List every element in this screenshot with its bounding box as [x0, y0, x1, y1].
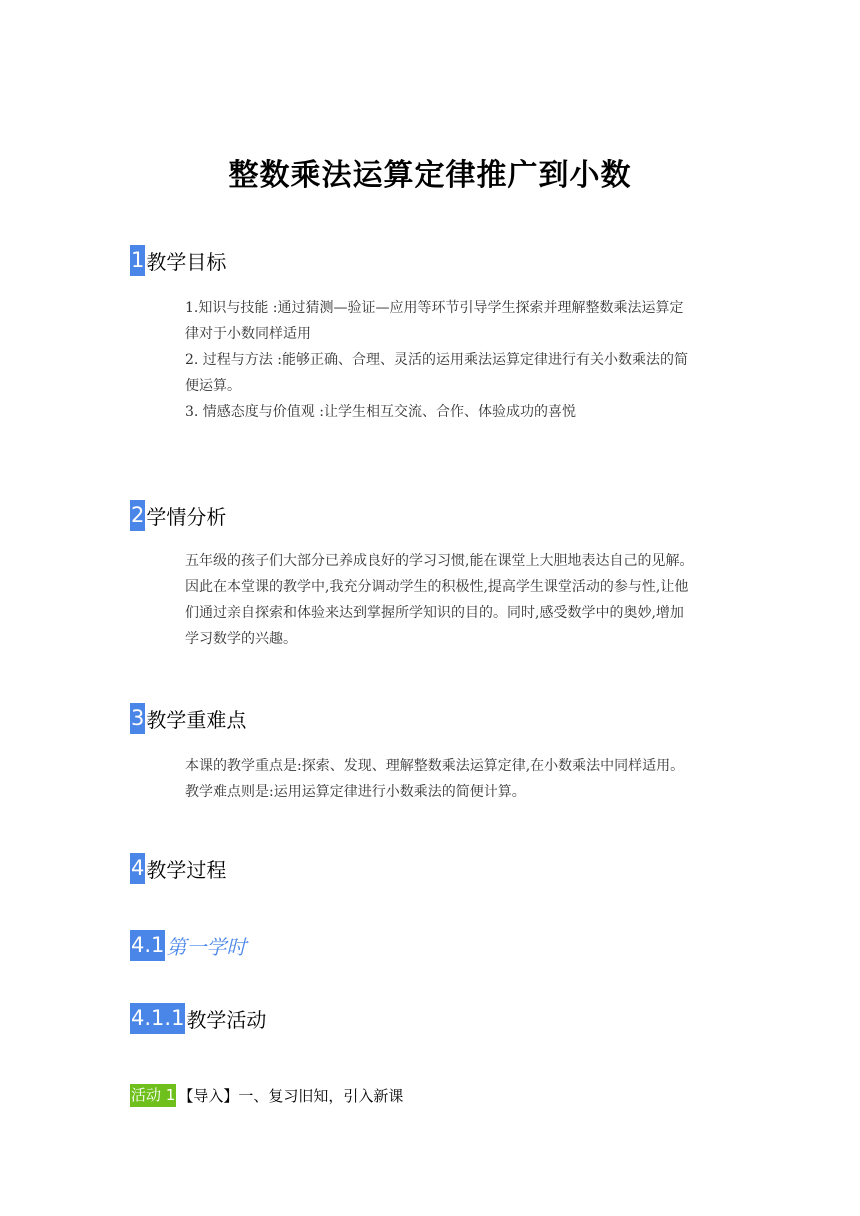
paragraph-line: 五年级的孩子们大部分已养成良好的学习习惯,能在课堂上大胆地表达自己的见解。 [185, 553, 694, 569]
section-heading-objectives [130, 245, 226, 276]
subsubsection-heading [130, 1003, 266, 1034]
subsubsection-number: 4.1.1 [130, 1003, 185, 1034]
section-number: 3 [130, 703, 145, 734]
subsection-heading [130, 930, 246, 961]
paragraph-line: 本课的教学重点是:探索、发现、理解整数乘法运算定律,在小数乘法中同样适用。 [185, 758, 685, 774]
paragraph-line: 律对于小数同样适用 [185, 326, 311, 342]
activity-line [130, 1084, 403, 1107]
section-title: 教学重难点 [146, 708, 247, 732]
subsection-title: 第一学时 [166, 935, 247, 959]
subsection-number: 4.1 [130, 930, 165, 961]
paragraph-line: 因此在本堂课的教学中,我充分调动学生的积极性,提高学生课堂活动的参与性,让他 [185, 579, 689, 595]
section-number: 1 [130, 245, 145, 276]
page-title: 整数乘法运算定律推广到小数 [228, 158, 632, 193]
paragraph-line: 教学难点则是:运用运算定律进行小数乘法的简便计算。 [185, 784, 526, 800]
section-title: 学情分析 [146, 505, 227, 529]
subsubsection-title: 教学活动 [186, 1008, 267, 1032]
section-title: 教学目标 [146, 250, 227, 274]
section-body-key-points [185, 753, 735, 805]
section-heading-process [130, 853, 226, 884]
paragraph-line: 1.知识与技能 :通过猜测—验证—应用等环节引导学生探索并理解整数乘法运算定 [185, 300, 684, 316]
section-heading-key-points [130, 703, 246, 734]
paragraph-line: 便运算。 [185, 378, 241, 394]
paragraph-line: 3. 情感态度与价值观 :让学生相互交流、合作、体验成功的喜悦 [185, 404, 576, 420]
section-number: 2 [130, 500, 145, 531]
activity-text: 【导入】一、复习旧知，引入新课 [178, 1087, 404, 1105]
section-number: 4 [130, 853, 145, 884]
section-heading-analysis [130, 500, 226, 531]
section-body-objectives [185, 295, 735, 425]
section-title: 教学过程 [146, 858, 227, 882]
paragraph-line: 们通过亲自探索和体验来达到掌握所学知识的目的。同时,感受数学中的奥妙,增加 [185, 605, 684, 621]
activity-badge: 活动 1 [130, 1084, 176, 1107]
paragraph-line: 学习数学的兴趣。 [185, 631, 297, 647]
section-body-analysis [185, 548, 735, 652]
paragraph-line: 2. 过程与方法 :能够正确、合理、灵活的运用乘法运算定律进行有关小数乘法的简 [185, 352, 688, 368]
